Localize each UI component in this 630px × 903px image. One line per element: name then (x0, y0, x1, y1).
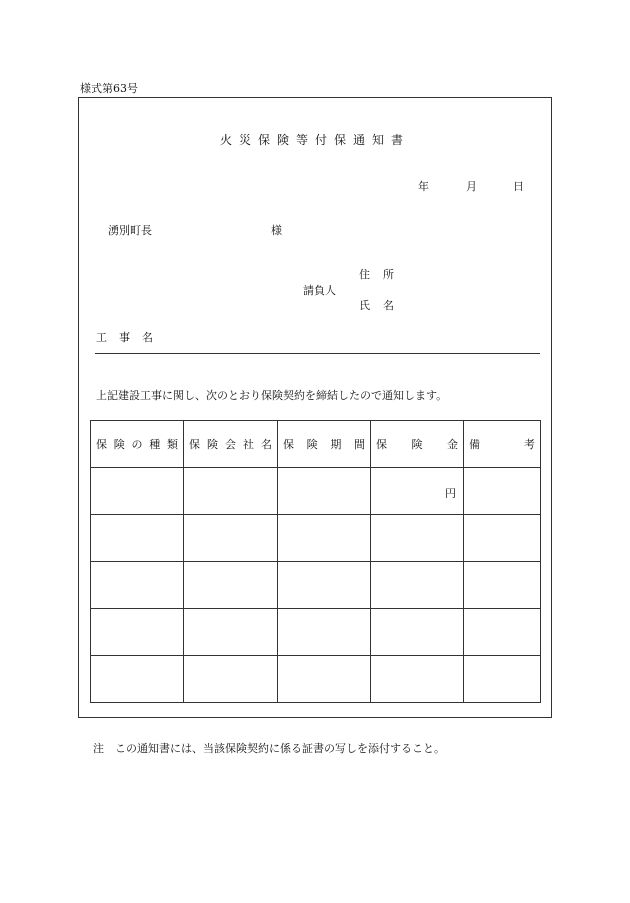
amount-cell[interactable] (371, 470, 464, 517)
period-cell[interactable] (278, 609, 371, 656)
form-number: 様式第63号 (80, 82, 138, 95)
remarks-cell[interactable] (464, 656, 541, 703)
table-row (91, 468, 541, 515)
notification-text: 上記建設工事に関し、次のとおり保険契約を締結したので通知します。 (96, 389, 448, 402)
yen-unit: 円 (445, 487, 456, 500)
amount-cell[interactable] (371, 562, 464, 609)
header-char: 金 (447, 438, 458, 451)
type-cell[interactable] (91, 515, 184, 562)
header-char: 会 (225, 438, 236, 451)
project-name-underline (95, 353, 540, 354)
type-cell[interactable] (91, 656, 184, 703)
header-char: の (131, 438, 143, 451)
type-cell[interactable] (91, 562, 184, 609)
period-cell[interactable] (278, 656, 371, 703)
header-char: 種 (149, 438, 161, 451)
period-cell[interactable] (278, 468, 371, 515)
remarks-cell[interactable] (464, 468, 541, 515)
header-char: 考 (524, 438, 535, 451)
header-char: 期 (330, 438, 342, 451)
header-char: 険 (306, 438, 318, 451)
type-cell[interactable] (91, 609, 184, 656)
header-char: 間 (353, 438, 365, 451)
address-label-2: 所 (383, 268, 394, 281)
table-row (91, 656, 541, 703)
insurer-cell[interactable] (184, 515, 278, 562)
insurer-cell[interactable] (184, 468, 278, 515)
type-cell[interactable] (91, 468, 184, 515)
header-char: 社 (243, 438, 254, 451)
project-label-1: 工 (96, 331, 107, 344)
header-char: 保 (376, 438, 387, 451)
header-char: 類 (167, 438, 178, 451)
insurance-table (90, 420, 541, 703)
project-label-3: 名 (142, 331, 153, 344)
amount-cell[interactable] (371, 656, 464, 703)
name-label-1: 氏 (359, 299, 370, 312)
date-month-label: 月 (466, 180, 477, 193)
amount-cell[interactable] (371, 515, 464, 562)
header-char: 保 (96, 438, 107, 451)
document-title: 火災保険等付保通知書 (219, 133, 410, 147)
insurer-cell[interactable] (184, 609, 278, 656)
project-label-2: 事 (119, 331, 130, 344)
name-label-2: 名 (383, 299, 394, 312)
header-char: 険 (113, 438, 125, 451)
address-label-1: 住 (359, 268, 370, 281)
insurer-cell[interactable] (184, 656, 278, 703)
header-char: 名 (261, 438, 272, 451)
table-row (91, 562, 541, 609)
header-char: 険 (411, 438, 423, 451)
addressee-honorific: 様 (271, 224, 282, 237)
table-header-row (91, 421, 541, 468)
date-year-label: 年 (418, 180, 429, 193)
header-char: 保 (189, 438, 200, 451)
remarks-cell[interactable] (464, 515, 541, 562)
header-amount (371, 421, 464, 468)
remarks-cell[interactable] (464, 562, 541, 609)
table-row (91, 515, 541, 562)
date-day-label: 日 (513, 180, 524, 193)
period-cell[interactable] (278, 515, 371, 562)
remarks-cell[interactable] (464, 609, 541, 656)
header-char: 険 (207, 438, 218, 451)
contractor-label: 請負人 (303, 284, 336, 297)
header-remarks (464, 421, 541, 468)
header-period (278, 421, 371, 468)
header-insurer (184, 421, 278, 468)
amount-cell[interactable] (371, 609, 464, 656)
header-insurance-type (91, 421, 184, 468)
attachment-note: 注 この通知書には、当該保険契約に係る証書の写しを添付すること。 (93, 742, 445, 755)
header-char: 備 (469, 438, 480, 451)
insurer-cell[interactable] (184, 562, 278, 609)
period-cell[interactable] (278, 562, 371, 609)
addressee-name: 湧別町長 (108, 224, 152, 237)
header-char: 保 (283, 438, 294, 451)
table-row (91, 609, 541, 656)
